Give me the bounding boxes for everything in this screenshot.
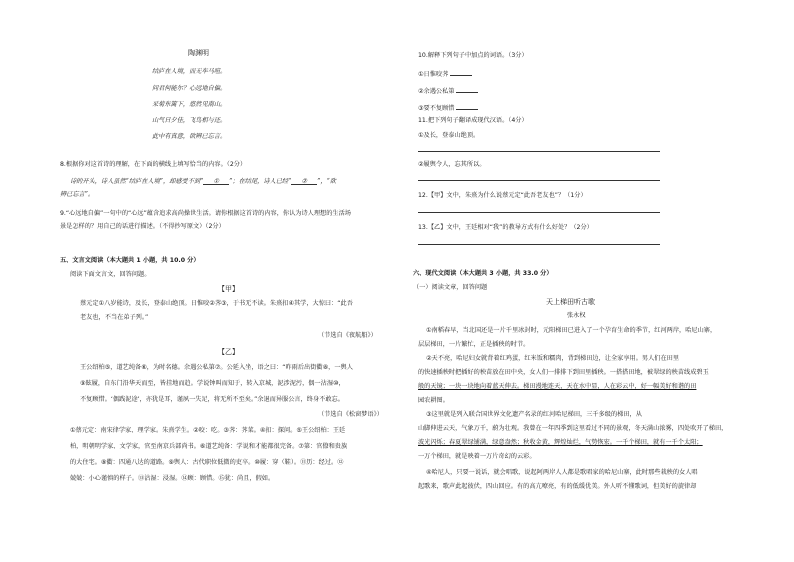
q8-text-2: ”；在结尾，诗人已经“: [229, 178, 292, 185]
q11-item-b: ②履舆令人，忘其所以。: [418, 161, 486, 168]
notes-line-1: ①蔡元定：南宋律学家、理学家。朱熹学生。②咬：吃。③荠：荠菜。④扣：探问。⑤王公绍柏：王廷: [70, 427, 346, 434]
q8-text-1: 诗的开头，诗人虽然“结庐在人境”，却感受不到“: [70, 178, 204, 185]
article-p1-line-2: 层层梯田，一片繁忙，正是插秧的时节。: [418, 341, 530, 348]
question-9-line-2: 景是怎样的？用自己的话进行描述。（不得抄写原文）（2分）: [60, 223, 225, 230]
question-8: 8.根据你对这首诗的理解，在下面的横线上填写恰当的内容。（2分）: [60, 161, 247, 168]
passage-yi-line-1: 王公绍柏⑤，道艺纯备⑥，为时名德。余遇公私第⑦。公延入坐，语之曰：“昨雨后出街衢⑧，一舆人: [80, 364, 353, 371]
passage-jia-line-2: 老友也，不当在弟子列。”: [80, 314, 149, 321]
passage-yi-source: （节选自《松窗梦语》）: [318, 411, 383, 418]
q10-item-a-text: ①日惟咬荠: [418, 71, 449, 78]
article-p3-line-3-text: 波光闪烁；春夏翠绿铺满，绿意盎然；秋收金黄，辉煌灿烂，气势恢宏。一千个梯田，就有一千个太阳；: [418, 439, 703, 446]
article-p2-line-3-text: 般的天镜；一块一块地向着蓝天伸去。梯田漫地连天，天在水中显，人在彩云中，好一幅美好和谐的田: [418, 383, 697, 390]
article-p2-line-3: [418, 383, 696, 391]
article-p3-line-3: [418, 439, 703, 447]
article-p4-line-1: ④哈尼人，只要一说话，就会唱歌，说起阿两岸人人都是歌唱家的哈尼山寨，此时那些栽秧的女人唱: [426, 469, 698, 476]
article-p3-line-4: 一万个梯田，就是映着一万片奇幻的云彩。: [418, 453, 536, 460]
passage-jia-line-1: 蔡元定①八岁能诗，及长，登泰山绝顶。日惟咬②荠③，于书无不读。朱熹扣④其学，大惊曰：“此吾: [80, 300, 353, 307]
q10-item-a: [418, 69, 472, 79]
notes-line-3: 的大住宅。⑧衢：四通八达的道路。⑨舆人：古代职位低微的吏卒。⑩履：穿（鞋）。⑪历：经过。⑫: [70, 459, 344, 466]
q10-answer-a[interactable]: [450, 69, 472, 76]
q10-answer-b[interactable]: [456, 86, 478, 93]
q10-item-b: [418, 86, 478, 96]
article-p2-line-2-text: 的快速插秧时把插好的秧苗放在田中央，女人们一排排下到田里插秧。一搭搭田地，被翠绿的秧苗线成碧玉: [418, 369, 709, 376]
notes-line-2: 柏，明朝明学家、文学家，官至南京兵部尚书。⑥道艺纯备：学说和才能都很完备。⑦第：官僚和贵族: [70, 443, 348, 450]
passage-yi-line-2: ⑨眩履，自东门沿华天而至，皆挂地而趋。学说钟叫而知于，转入京城，泥涉泥污，偶一沾湿⑩，: [80, 380, 345, 387]
question-9-line-1: 9.“心远地自偏”一句中的“心远”蕴含追求高尚操世生活。请你根据这首诗的内容，你认为诗人理想的生活场: [60, 210, 351, 217]
question-8-fill: [70, 178, 336, 186]
passage-yi-label: 【乙】: [218, 348, 239, 356]
q8-blank-1[interactable]: ①: [203, 178, 229, 185]
notes-line-4: 兢兢：小心谨慎的样子。⑬沾湿：浸湿。⑭顾：顾惜。⑮犹：尚且，假如。: [70, 475, 275, 482]
poem-line-2: 问君何能尔？心远地自偏。: [152, 85, 227, 92]
q13-answer-line[interactable]: [418, 244, 660, 245]
question-12: 12.【甲】文中，朱熹为什么说蔡元定“此吾老友也”？（1分）: [418, 192, 587, 199]
article-title: 天上梯田听古歌: [546, 298, 595, 306]
article-p2-line-1: ②天不亮，哈尼妇女就背着红鸡蛋，红米饭和糯肉，背到梯田边，让全家享用。男人们在田里: [426, 355, 680, 362]
question-13: 13.【乙】文中，王廷相对“我”的教导方式有什么好处？（2分）: [418, 224, 593, 231]
passage-jia-source: （节选自《夜航船》）: [318, 332, 377, 339]
poet-name: 陶渊明: [188, 49, 209, 57]
article-p2-line-4: 园农耕图。: [418, 397, 449, 404]
q11-answer-line-a[interactable]: [418, 151, 660, 152]
question-10: 10.解释下列句子中加点的词语。（3分）: [418, 52, 528, 59]
q11-item-a: ①及长，登泰山绝顶。: [418, 132, 480, 139]
article-author: 张永权: [567, 312, 586, 319]
section-5-instruction: 阅读下面文言文，回答问题。: [70, 271, 151, 278]
q10-item-b-text: ②余遇公私第: [418, 88, 455, 95]
section-6-sub-1: （一）阅读文章，回答问题: [413, 284, 488, 291]
q10-item-c-text: ③要不复顾惜: [418, 105, 455, 112]
q8-blank-2[interactable]: ②: [291, 178, 317, 185]
poem-line-3: 采菊东篱下，悠然见南山。: [152, 101, 227, 108]
question-11: 11.把下列句子翻译成现代汉语。（4分）: [418, 117, 528, 124]
poem-line-1: 结庐在人境，而无车马喧。: [152, 68, 227, 75]
q10-answer-c[interactable]: [456, 103, 478, 110]
q11-answer-line-b[interactable]: [418, 180, 660, 181]
article-p1-line-1: ①南稻春早，当北国还是一片千里冰封时，元阳梯田已进入了一个孕育生命的季节，红河两岸，哈尼山寨，: [426, 327, 717, 334]
passage-jia-label: 【甲】: [218, 285, 239, 293]
passage-yi-line-3: 不复顾惜。‘偶践泥途’，亦犹是耳，谨夙一失足，将无所不至矣。”余退而异服公言，终身不敢忘。: [80, 396, 344, 403]
article-p4-line-2: 起歌来，歌声此起彼伏，四山回应。有的高亢嘹亮，有的低缓优美。外人听不懂歌词，但美好的旋律却: [418, 483, 697, 490]
q12-answer-line[interactable]: [418, 212, 660, 213]
section-5-heading: 五、文言文阅读（本大题共 1 小题，共 10.0 分）: [60, 257, 200, 264]
article-p3-line-2: 山脚伸进云天，气象万千，蔚为壮观。我曾在一年四季到这里看过不同的景观，冬天满山浓雾，四处吹开了梯田，: [418, 425, 728, 432]
poem-line-5: 此中有真意，欲辨已忘言。: [152, 133, 227, 140]
q8-text-3: ”，“欲: [317, 178, 336, 185]
q8-text-4: 辨已忘言”。: [60, 191, 95, 198]
section-6-heading: 六、现代文阅读（本大题共 3 小题，共 33.0 分）: [413, 270, 553, 277]
poem-line-4: 山气日夕佳，飞鸟相与还。: [152, 117, 227, 124]
q10-item-c: [418, 103, 478, 113]
article-p2-line-2: [418, 369, 709, 377]
article-p3-line-1: ③这里就是列入联合国世界文化遗产名录的红河哈尼梯田，三千多级的梯田，从: [426, 411, 642, 418]
